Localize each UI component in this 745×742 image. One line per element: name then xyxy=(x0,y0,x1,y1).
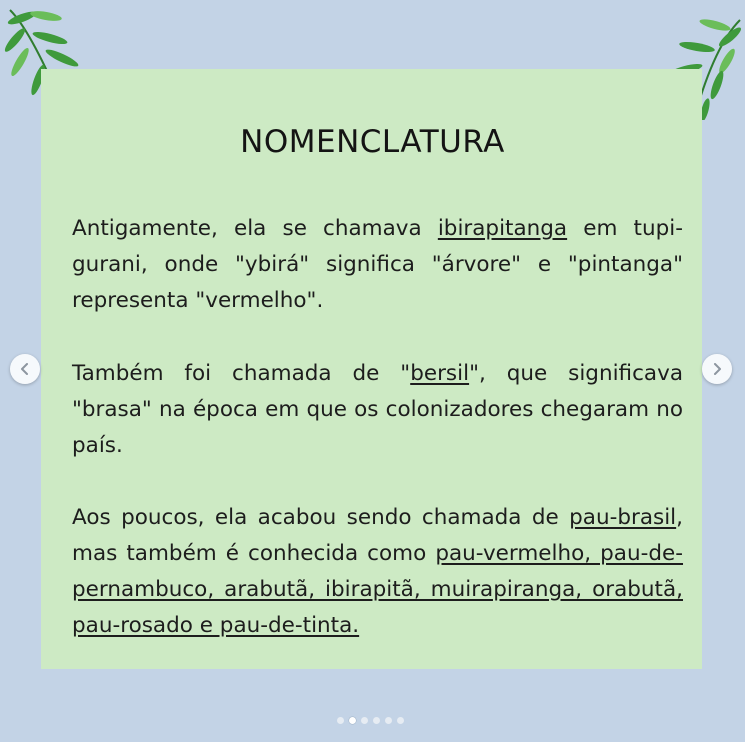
carousel-dot[interactable] xyxy=(397,717,404,724)
carousel-dot[interactable] xyxy=(361,717,368,724)
carousel-dot[interactable] xyxy=(349,717,356,724)
paragraph-text: ", que significava "brasa" na época em que os colonizadores chegaram no país. xyxy=(72,361,683,458)
paragraph-1 xyxy=(72,211,683,319)
carousel-dot[interactable] xyxy=(385,717,392,724)
carousel-indicator xyxy=(337,717,404,724)
paragraph-text: Antigamente, ela se chamava xyxy=(72,216,438,241)
paragraph-text: Também foi chamada de " xyxy=(72,361,411,386)
carousel-dot[interactable] xyxy=(373,717,380,724)
carousel-next-button[interactable] xyxy=(702,354,732,384)
chevron-right-icon xyxy=(711,363,723,375)
page-title: NOMENCLATURA xyxy=(240,124,505,160)
chevron-left-icon xyxy=(19,363,31,375)
paragraph-text: Aos poucos, ela acabou sendo chamada de xyxy=(72,505,570,530)
paragraph-text: em tupi-gurani, onde "ybirá" significa "árvore" e "pintanga" representa "vermelho". xyxy=(72,216,683,313)
carousel-prev-button[interactable] xyxy=(10,354,40,384)
paragraph-text: , mas também é conhecida como xyxy=(72,505,683,566)
underlined-term: pau-brasil xyxy=(569,505,677,530)
underlined-term: pau-vermelho, pau-de-pernambuco, arabutã, ibirapitã, muirapiranga, orabutã, pau-rosado e pau-de-tinta. xyxy=(72,541,684,638)
paragraph-2 xyxy=(72,356,683,464)
carousel-dot[interactable] xyxy=(337,717,344,724)
underlined-term: ibirapitanga xyxy=(437,216,568,241)
paragraph-3 xyxy=(72,500,683,644)
underlined-term: bersil xyxy=(410,361,470,386)
